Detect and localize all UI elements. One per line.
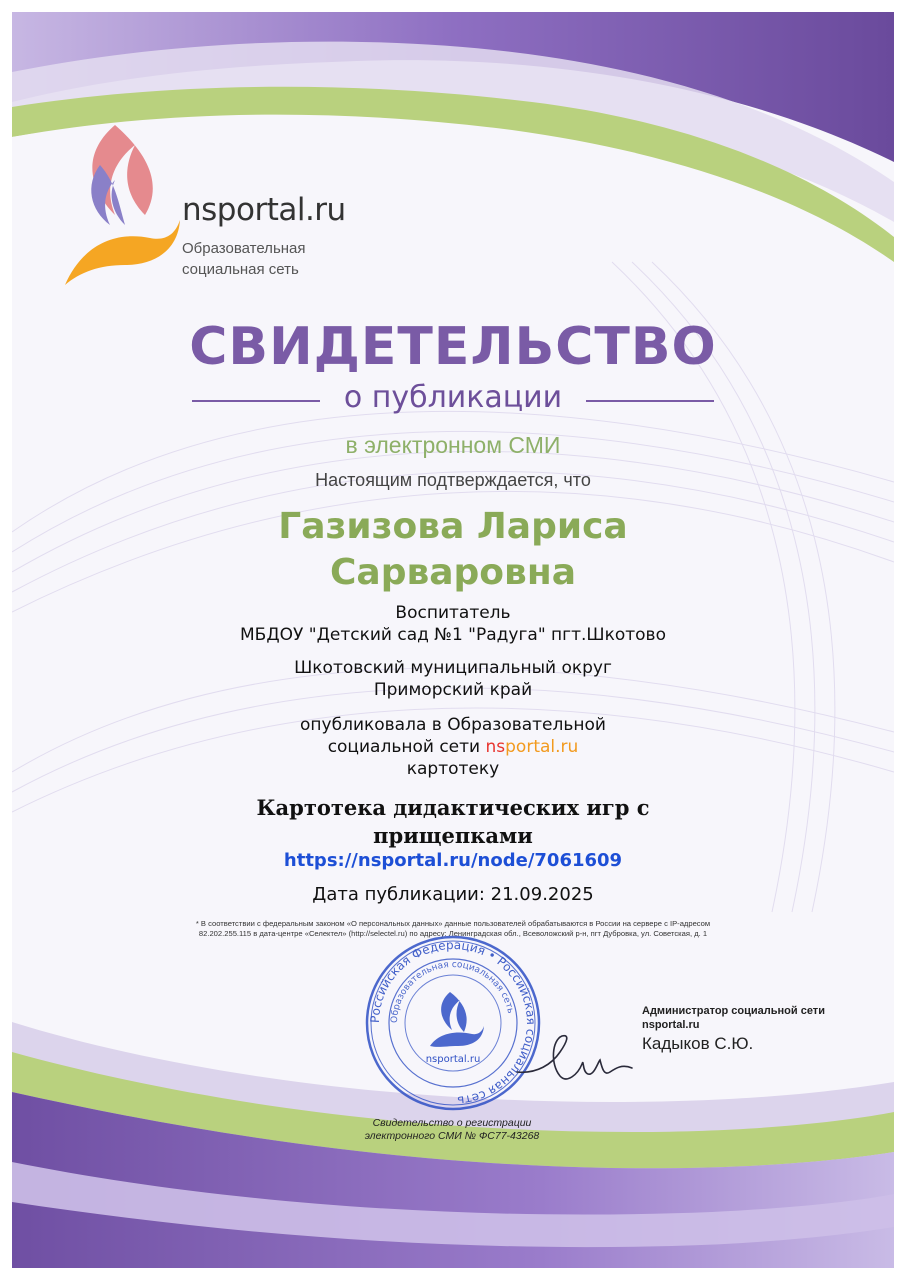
district-line: Шкотовский муниципальный округ xyxy=(294,658,612,678)
site-name-portal: portal.ru xyxy=(505,737,579,757)
work-title: Картотека дидактических игр с прищепками xyxy=(256,795,650,848)
registration-line-1: Свидетельство о регистрации xyxy=(372,1117,532,1129)
organization-line: МБДОУ "Детский сад №1 "Радуга" пгт.Шкотово xyxy=(240,625,666,645)
published-line-3: картотеку xyxy=(406,759,500,779)
site-name-ns: ns xyxy=(485,737,506,757)
certificate-page xyxy=(12,12,894,1268)
region-line: Приморский край xyxy=(373,680,533,700)
published-line-1: опубликовала в Образовательной xyxy=(300,715,606,735)
media-line: в электронном СМИ xyxy=(345,432,561,458)
stamp-center-label: nsportal.ru xyxy=(425,1054,481,1065)
subtitle-row xyxy=(192,380,714,420)
brand-tagline xyxy=(182,238,306,280)
person-name: Газизова Лариса Сарваровна xyxy=(278,506,628,593)
footnote-line-2: 82.202.255.115 в дата-центре «Селектел» (http://selectel.ru) по адресу: Ленинградская обл., Всеволожский р-н, пгт Дубровка, ул. Советская, д. 1 xyxy=(198,929,708,938)
svg-text:Образовательная социальная сет xyxy=(390,960,515,1023)
nsportal-flame-logo-icon xyxy=(60,120,190,290)
published-line-2-prefix: социальной сети xyxy=(327,737,486,757)
brand-tagline-line1: Образовательная xyxy=(182,240,306,257)
published-line-2 xyxy=(12,736,894,758)
certificate-subtitle-text: о публикации xyxy=(343,380,563,415)
position-line: Воспитатель xyxy=(395,603,511,623)
certificate-title: СВИДЕТЕЛЬСТВО xyxy=(189,317,717,377)
stamp-outer-text: Российская Федерация • Российская социальная сеть xyxy=(367,937,539,1108)
signature-icon xyxy=(512,1024,642,1094)
admin-name: Кадыков С.Ю. xyxy=(642,1034,754,1053)
brand-tagline-line2: социальная сеть xyxy=(182,261,299,278)
certificate-subtitle xyxy=(192,380,714,415)
stamp-inner-text: Образовательная социальная сеть xyxy=(389,959,516,1024)
brand-name: nsportal.ru xyxy=(182,192,346,228)
registration-line-2: электронного СМИ № ФС77-43268 xyxy=(364,1130,540,1142)
confirm-line: Настоящим подтверждается, что xyxy=(315,470,591,490)
footnote-line-1: * В соответствии с федеральным законом «О персональных данных» данные пользователей обрабатываются в России на сервере с IP-адресом xyxy=(195,919,711,928)
publication-url-link[interactable]: https://nsportal.ru/node/7061609 xyxy=(283,850,623,871)
admin-title: Администратор социальной сети nsportal.ru xyxy=(642,1005,825,1031)
registration-note xyxy=(332,1117,572,1143)
publication-date: Дата публикации: 21.09.2025 xyxy=(312,884,594,905)
